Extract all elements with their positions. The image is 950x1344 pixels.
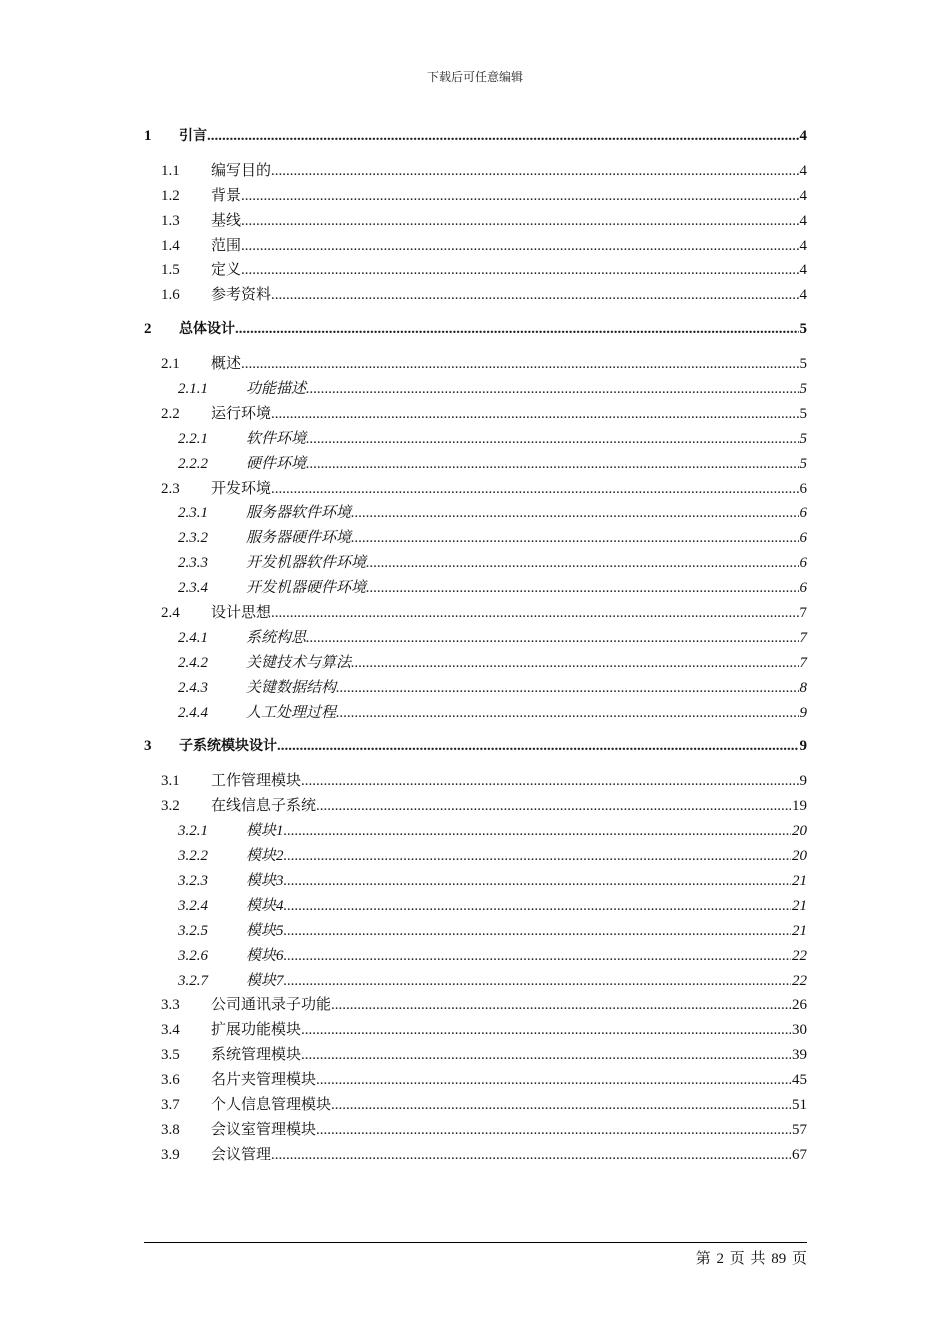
toc-entry-title: 开发机器硬件环境: [246, 580, 367, 597]
toc-entry-number: 2.3.3: [178, 555, 208, 572]
toc-entry-title: 关键技术与算法: [246, 654, 352, 671]
toc-entry-page: 21: [792, 872, 807, 889]
toc-entry[interactable]: [144, 1143, 807, 1168]
toc-dot-leader: [316, 1122, 791, 1139]
toc-entry-title: 模块6: [246, 947, 284, 964]
toc-entry[interactable]: [144, 944, 807, 969]
toc-entry-page: 26: [792, 997, 807, 1014]
toc-entry-page: 4: [799, 187, 807, 204]
toc-entry-title: 关键数据结构: [246, 679, 337, 696]
toc-dot-leader: [241, 213, 798, 230]
toc-entry-title: 模块7: [246, 972, 284, 989]
toc-entry[interactable]: [144, 209, 807, 234]
toc-entry-title: 公司通讯录子功能: [211, 997, 332, 1014]
toc-entry-number: 3.2: [161, 798, 180, 815]
toc-entry-number: 2.4.2: [178, 654, 208, 671]
toc-dot-leader: [306, 381, 798, 398]
toc-entry-page: 4: [799, 237, 807, 254]
toc-entry[interactable]: [144, 1093, 807, 1118]
toc-entry[interactable]: [144, 576, 807, 601]
toc-entry-title: 人工处理过程: [246, 704, 337, 721]
toc-dot-leader: [351, 505, 798, 522]
toc-entry-page: 5: [799, 430, 807, 447]
toc-entry[interactable]: [144, 402, 807, 427]
toc-entry[interactable]: [144, 377, 807, 402]
toc-entry-number: 2.3: [161, 480, 180, 497]
toc-entry-title: 子系统模块设计: [179, 738, 277, 755]
toc-dot-leader: [306, 431, 798, 448]
toc-entry-title: 设计思想: [211, 605, 272, 622]
toc-entry-number: 2.3.4: [178, 580, 208, 597]
toc-entry-page: 6: [799, 530, 807, 547]
toc-entry-title: 范围: [211, 237, 242, 254]
toc-dot-leader: [277, 738, 799, 755]
toc-dot-leader: [366, 580, 798, 597]
toc-entry-page: 51: [792, 1096, 807, 1113]
toc-entry-page: 19: [792, 798, 807, 815]
toc-entry[interactable]: [144, 234, 807, 259]
toc-entry-page: 7: [799, 654, 807, 671]
toc-entry[interactable]: [144, 919, 807, 944]
toc-entry-number: 2: [144, 321, 152, 338]
toc-entry-number: 3.6: [161, 1072, 180, 1089]
toc-entry[interactable]: [144, 735, 807, 760]
toc-dot-leader: [366, 555, 798, 572]
toc-entry-number: 3.7: [161, 1096, 180, 1113]
toc-entry-title: 基线: [211, 212, 242, 229]
toc-entry-title: 工作管理模块: [211, 773, 302, 790]
toc-entry-page: 4: [799, 212, 807, 229]
toc-entry[interactable]: [144, 819, 807, 844]
toc-dot-leader: [306, 630, 798, 647]
toc-entry-number: 3.9: [161, 1146, 180, 1163]
toc-dot-leader: [316, 798, 791, 815]
toc-entry-number: 2.2.2: [178, 455, 208, 472]
toc-entry-title: 功能描述: [246, 381, 307, 398]
toc-entry-title: 参考资料: [211, 287, 272, 304]
toc-entry-page: 22: [792, 972, 807, 989]
toc-entry[interactable]: [144, 526, 807, 551]
toc-entry[interactable]: [144, 769, 807, 794]
toc-dot-leader: [336, 680, 798, 697]
toc-entry-title: 运行环境: [211, 405, 272, 422]
toc-entry-page: 21: [792, 922, 807, 939]
toc-entry-number: 3.2.3: [178, 872, 208, 889]
toc-dot-leader: [284, 948, 791, 965]
toc-entry-page: 5: [799, 381, 807, 398]
toc-dot-leader: [301, 1047, 791, 1064]
toc-entry-number: 3.4: [161, 1022, 180, 1039]
toc-entry[interactable]: [144, 318, 807, 343]
toc-entry-page: 21: [792, 897, 807, 914]
toc-entry[interactable]: [144, 651, 807, 676]
toc-entry-title: 开发环境: [211, 480, 272, 497]
toc-entry-number: 3.2.1: [178, 823, 208, 840]
toc-entry-page: 9: [799, 704, 807, 721]
toc-dot-leader: [271, 605, 798, 622]
toc-entry-number: 2.4.1: [178, 629, 208, 646]
toc-entry-number: 1.4: [161, 237, 180, 254]
toc-dot-leader: [271, 287, 798, 304]
toc-entry-number: 1.1: [161, 162, 180, 179]
toc-dot-leader: [271, 163, 798, 180]
toc-entry-page: 57: [792, 1121, 807, 1138]
toc-entry-title: 模块4: [246, 897, 284, 914]
toc-entry-number: 1.5: [161, 262, 180, 279]
toc-dot-leader: [207, 128, 799, 145]
toc-entry-number: 3.5: [161, 1047, 180, 1064]
toc-entry-page: 5: [799, 321, 807, 338]
toc-entry[interactable]: [144, 452, 807, 477]
toc-entry[interactable]: [144, 352, 807, 377]
toc-entry-title: 在线信息子系统: [211, 798, 317, 815]
toc-dot-leader: [331, 1097, 791, 1114]
toc-entry-title: 定义: [211, 262, 242, 279]
toc-entry[interactable]: [144, 1018, 807, 1043]
toc-entry-page: 6: [799, 480, 807, 497]
toc-entry[interactable]: [144, 969, 807, 994]
toc-dot-leader: [331, 997, 791, 1014]
page-footer: 第 2 页 共 89 页: [695, 1251, 807, 1267]
toc-entry-page: 9: [799, 773, 807, 790]
toc-entry-number: 3.2.7: [178, 972, 208, 989]
toc-entry[interactable]: [144, 676, 807, 701]
toc-entry-title: 个人信息管理模块: [211, 1096, 332, 1113]
toc-entry-page: 6: [799, 505, 807, 522]
toc-entry[interactable]: [144, 894, 807, 919]
footer-divider: [144, 1242, 807, 1243]
toc-entry[interactable]: [144, 501, 807, 526]
toc-entry-title: 扩展功能模块: [211, 1022, 302, 1039]
toc-entry-page: 6: [799, 555, 807, 572]
toc-entry-number: 2.2: [161, 405, 180, 422]
toc-entry-page: 7: [799, 605, 807, 622]
toc-entry[interactable]: [144, 601, 807, 626]
toc-entry[interactable]: [144, 844, 807, 869]
toc-dot-leader: [301, 1022, 791, 1039]
toc-entry-title: 编写目的: [211, 162, 272, 179]
toc-dot-leader: [316, 1072, 791, 1089]
page-header-note: 下载后可任意编辑: [426, 70, 523, 84]
toc-entry-page: 4: [799, 262, 807, 279]
toc-entry-title: 硬件环境: [246, 455, 307, 472]
toc-entry[interactable]: [144, 1043, 807, 1068]
toc-entry-number: 3: [144, 738, 152, 755]
toc-entry-title: 引言: [179, 128, 207, 144]
toc-entry-number: 3.3: [161, 997, 180, 1014]
toc-dot-leader: [306, 456, 798, 473]
toc-dot-leader: [241, 356, 798, 373]
toc-entry-title: 系统管理模块: [211, 1047, 302, 1064]
toc-entry-number: 2.3.2: [178, 530, 208, 547]
toc-entry-number: 3.2.6: [178, 947, 208, 964]
toc-entry-page: 20: [792, 848, 807, 865]
toc-entry-page: 39: [792, 1047, 807, 1064]
toc-dot-leader: [301, 773, 798, 790]
toc-entry[interactable]: [144, 993, 807, 1018]
toc-dot-leader: [336, 705, 798, 722]
toc-entry-page: 4: [799, 128, 807, 144]
toc-entry[interactable]: [144, 258, 807, 283]
toc-entry-page: 9: [799, 738, 807, 755]
toc-entry[interactable]: [144, 551, 807, 576]
toc-entry-page: 67: [792, 1146, 807, 1163]
toc-entry-page: 6: [799, 580, 807, 597]
toc-dot-leader: [241, 262, 798, 279]
toc-entry[interactable]: [144, 283, 807, 308]
toc-entry-number: 3.1: [161, 773, 180, 790]
toc-entry-title: 模块1: [246, 823, 284, 840]
toc-dot-leader: [235, 321, 799, 338]
toc-entry-number: 2.3.1: [178, 505, 208, 522]
toc-entry-page: 4: [799, 287, 807, 304]
toc-entry-number: 1.3: [161, 212, 180, 229]
toc-entry-number: 2.4.3: [178, 679, 208, 696]
toc-dot-leader: [271, 406, 798, 423]
toc-entry-title: 会议管理: [211, 1146, 272, 1163]
toc-entry-number: 2.4.4: [178, 704, 208, 721]
toc-dot-leader: [284, 923, 791, 940]
toc-entry-number: 2.1: [161, 356, 180, 373]
toc-entry-page: 30: [792, 1022, 807, 1039]
toc-entry-title: 软件环境: [246, 430, 307, 447]
toc-entry-title: 服务器软件环境: [246, 505, 352, 522]
toc-entry-title: 模块5: [246, 922, 284, 939]
toc-entry[interactable]: [144, 1118, 807, 1143]
toc-dot-leader: [284, 848, 791, 865]
toc-entry[interactable]: [144, 701, 807, 726]
toc-entry[interactable]: [144, 477, 807, 502]
toc-entry[interactable]: [144, 794, 807, 819]
toc-entry-title: 模块2: [246, 848, 284, 865]
toc-dot-leader: [241, 188, 798, 205]
toc-dot-leader: [241, 238, 798, 255]
toc-entry-title: 背景: [211, 187, 242, 204]
toc-entry-page: 7: [799, 629, 807, 646]
table-of-contents: [144, 125, 807, 1168]
toc-dot-leader: [271, 1147, 791, 1164]
toc-entry-page: 20: [792, 823, 807, 840]
toc-entry[interactable]: [144, 869, 807, 894]
toc-entry-page: 22: [792, 947, 807, 964]
toc-entry-number: 3.2.4: [178, 897, 208, 914]
toc-entry[interactable]: [144, 184, 807, 209]
toc-entry-title: 开发机器软件环境: [246, 555, 367, 572]
toc-dot-leader: [271, 481, 798, 498]
toc-dot-leader: [284, 973, 791, 990]
toc-entry-page: 5: [799, 405, 807, 422]
toc-entry-page: 5: [799, 356, 807, 373]
toc-entry[interactable]: [144, 626, 807, 651]
toc-entry-page: 4: [799, 162, 807, 179]
toc-entry-title: 会议室管理模块: [211, 1121, 317, 1138]
toc-entry[interactable]: [144, 427, 807, 452]
toc-entry-title: 服务器硬件环境: [246, 530, 352, 547]
toc-dot-leader: [351, 655, 798, 672]
toc-dot-leader: [284, 873, 791, 890]
toc-entry-number: 3.2.5: [178, 922, 208, 939]
toc-dot-leader: [284, 898, 791, 915]
toc-dot-leader: [284, 823, 791, 840]
toc-entry-number: 1: [144, 128, 152, 144]
toc-entry-title: 名片夹管理模块: [211, 1072, 317, 1089]
toc-dot-leader: [351, 530, 798, 547]
toc-entry-number: 2.1.1: [178, 381, 208, 398]
toc-entry-number: 1.6: [161, 287, 180, 304]
toc-entry[interactable]: [144, 125, 807, 150]
toc-entry-title: 总体设计: [179, 321, 235, 338]
toc-entry-page: 45: [792, 1072, 807, 1089]
toc-entry[interactable]: [144, 159, 807, 184]
toc-entry-title: 系统构思: [246, 629, 307, 646]
toc-entry-number: 3.8: [161, 1121, 180, 1138]
toc-entry-title: 模块3: [246, 872, 284, 889]
toc-entry-page: 8: [799, 679, 807, 696]
toc-entry-page: 5: [799, 455, 807, 472]
toc-entry-number: 3.2.2: [178, 848, 208, 865]
toc-entry-number: 2.2.1: [178, 430, 208, 447]
toc-entry-number: 2.4: [161, 605, 180, 622]
toc-entry-title: 概述: [211, 356, 242, 373]
toc-entry-number: 1.2: [161, 187, 180, 204]
toc-entry[interactable]: [144, 1068, 807, 1093]
